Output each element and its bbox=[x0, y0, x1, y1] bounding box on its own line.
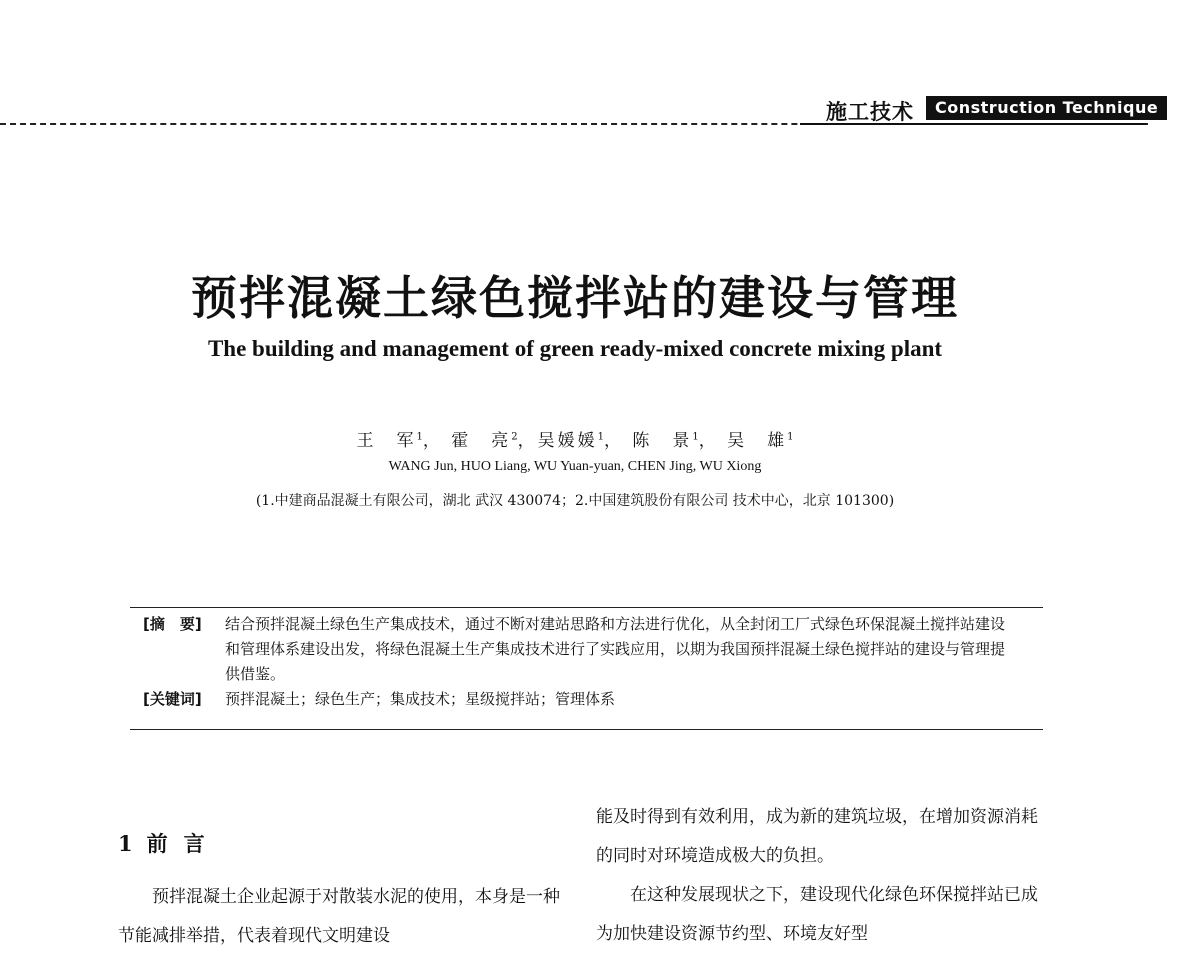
abstract-text: 结合预拌混凝土绿色生产集成技术，通过不断对建站思路和方法进行优化，从全封闭工厂式绿色环保混凝土搅拌站建设和管理体系建设出发，将绿色混凝土生产集成技术进行了实践应用，以期为我国预拌混凝土绿色搅拌站的建设与管理提供借鉴。 bbox=[225, 615, 1006, 683]
right-column bbox=[596, 798, 1048, 954]
affil-mark: 1 bbox=[597, 431, 604, 443]
abstract-label: [摘 要] bbox=[143, 615, 202, 633]
author-2: 霍 亮 bbox=[451, 431, 512, 451]
left-column bbox=[118, 878, 565, 956]
author-1: 王 军 bbox=[356, 431, 417, 451]
section-title: 前言 bbox=[146, 831, 221, 856]
authors-english: WANG Jun, HUO Liang, WU Yuan-yuan, CHEN Jing, WU Xiong bbox=[388, 459, 762, 474]
title-chinese: 预拌混凝土绿色搅拌站的建设与管理 bbox=[191, 271, 959, 325]
section-heading bbox=[118, 828, 221, 858]
section-label: 施工技术 bbox=[826, 100, 914, 124]
section-badge: Construction Technique bbox=[926, 96, 1167, 120]
abstract-rule-bottom bbox=[130, 729, 1043, 730]
section-number: 1 bbox=[118, 831, 133, 856]
author-3: 吴媛媛 bbox=[537, 431, 598, 451]
paragraph: 在这种发展现状之下，建设现代化绿色环保搅拌站已成为加快建设资源节约型、环境友好型 bbox=[596, 885, 1038, 944]
abstract-rule-top bbox=[130, 607, 1043, 608]
author-5: 吴 雄 bbox=[727, 431, 788, 451]
author-4: 陈 景 bbox=[632, 431, 693, 451]
abstract-block bbox=[143, 612, 1018, 712]
affiliations: (1.中建商品混凝土有限公司，湖北 武汉 430074；2.中国建筑股份有限公司 技术中心，北京 101300) bbox=[255, 493, 895, 509]
affil-mark: 1 bbox=[416, 431, 423, 443]
authors-chinese: 王 军$^1$， 霍 亮$^2$，吴媛媛$^1$， 陈 景$^1$， 吴 雄$^1$ bbox=[356, 431, 794, 451]
affil-mark: 1 bbox=[692, 431, 699, 443]
paragraph: 预拌混凝土企业起源于对散装水泥的使用，本身是一种节能减排举措，代表着现代文明建设 bbox=[118, 887, 560, 946]
keywords-text: 预拌混凝土；绿色生产；集成技术；星级搅拌站；管理体系 bbox=[225, 690, 616, 708]
affil-mark: 1 bbox=[787, 431, 794, 443]
paragraph: 能及时得到有效利用，成为新的建筑垃圾，在增加资源消耗的同时对环境造成极大的负担。 bbox=[596, 807, 1038, 866]
title-english: The building and management of green ready-mixed concrete mixing plant bbox=[207, 336, 943, 361]
keywords-label: [关键词] bbox=[143, 690, 202, 708]
affil-mark: 2 bbox=[511, 431, 518, 443]
